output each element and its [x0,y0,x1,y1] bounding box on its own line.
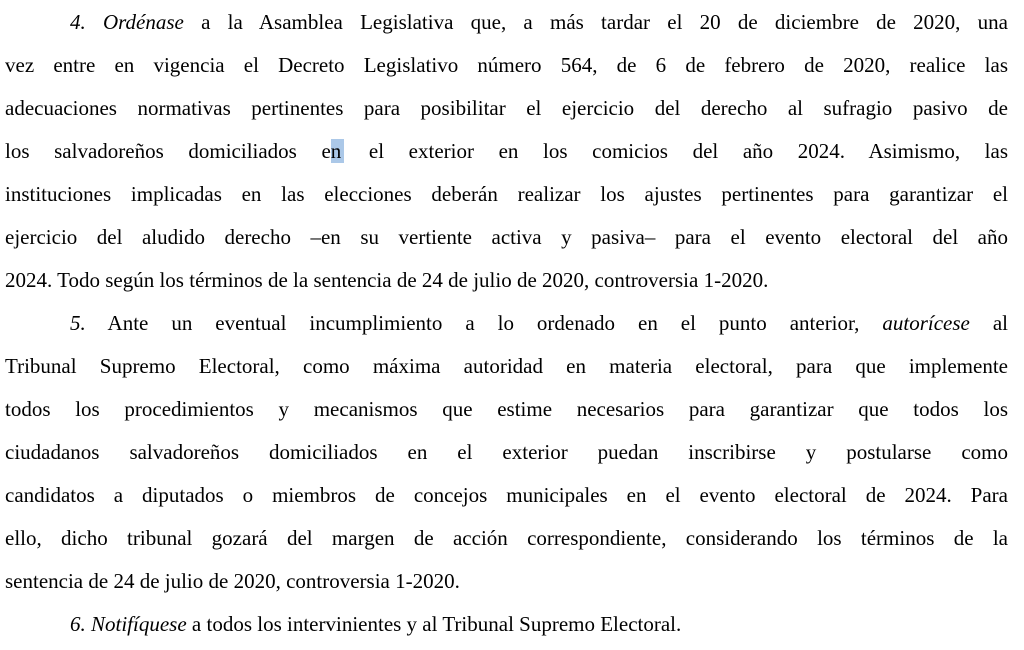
text-line [5,130,1008,173]
text-run: Tribunal Supremo Electoral, como máxima autoridad en materia electoral, para que implemente [5,354,1008,378]
text-run: adecuaciones normativas pertinentes para posibilitar el ejercicio del derecho al sufragio pasivo de [5,96,1008,120]
text-line [5,259,1008,302]
text-line [5,431,1008,474]
selection-highlight: n [331,139,345,163]
text-run: candidatos a diputados o miembros de concejos municipales en el evento electoral de 2024. Para [5,483,1008,507]
text-line [5,517,1008,560]
text-line [5,474,1008,517]
italic-text-run: 4. Ordénase [70,10,184,34]
text-block [5,1,1008,646]
text-line [5,173,1008,216]
italic-text-run: 5. [70,311,86,335]
text-run: todos los procedimientos y mecanismos que estime necesarios para garantizar que todos los [5,397,1008,421]
italic-text-run: autorícese [882,311,970,335]
text-run: a la Asamblea Legislativa que, a más tardar el 20 de diciembre de 2020, una [183,10,1008,34]
text-run: vez entre en vigencia el Decreto Legislativo número 564, de 6 de febrero de 2020, realice las [5,53,1008,77]
text-run: ejercicio del aludido derecho –en su vertiente activa y pasiva– para el evento electoral del año [5,225,1008,249]
text-run: el exterior en los comicios del año 2024. Asimismo, las [344,139,1008,163]
text-line [5,345,1008,388]
text-run: sentencia de 24 de julio de 2020, controversia 1-2020. [5,569,460,593]
text-line [5,1,1008,44]
text-run: 2024. Todo según los términos de la sentencia de 24 de julio de 2020, controversia 1-2020. [5,268,769,292]
italic-text-run: 6. Notifíquese [70,612,187,636]
text-line [5,560,1008,603]
text-run: Ante un eventual incumplimiento a lo ordenado en el punto anterior, [85,311,883,335]
text-run: al [969,311,1008,335]
text-run: ciudadanos salvadoreños domiciliados en el exterior puedan inscribirse y postularse como [5,440,1008,464]
text-line [5,603,1008,646]
text-run: ello, dicho tribunal gozará del margen de acción correspondiente, considerando los términos de la [5,526,1008,550]
text-line [5,302,1008,345]
text-line [5,44,1008,87]
text-line [5,87,1008,130]
text-line [5,216,1008,259]
text-run: instituciones implicadas en las elecciones deberán realizar los ajustes pertinentes para garantizar el [5,182,1008,206]
text-run: los salvadoreños domiciliados e [5,139,331,163]
text-run: a todos los intervinientes y al Tribunal Supremo Electoral. [186,612,682,636]
text-line [5,388,1008,431]
